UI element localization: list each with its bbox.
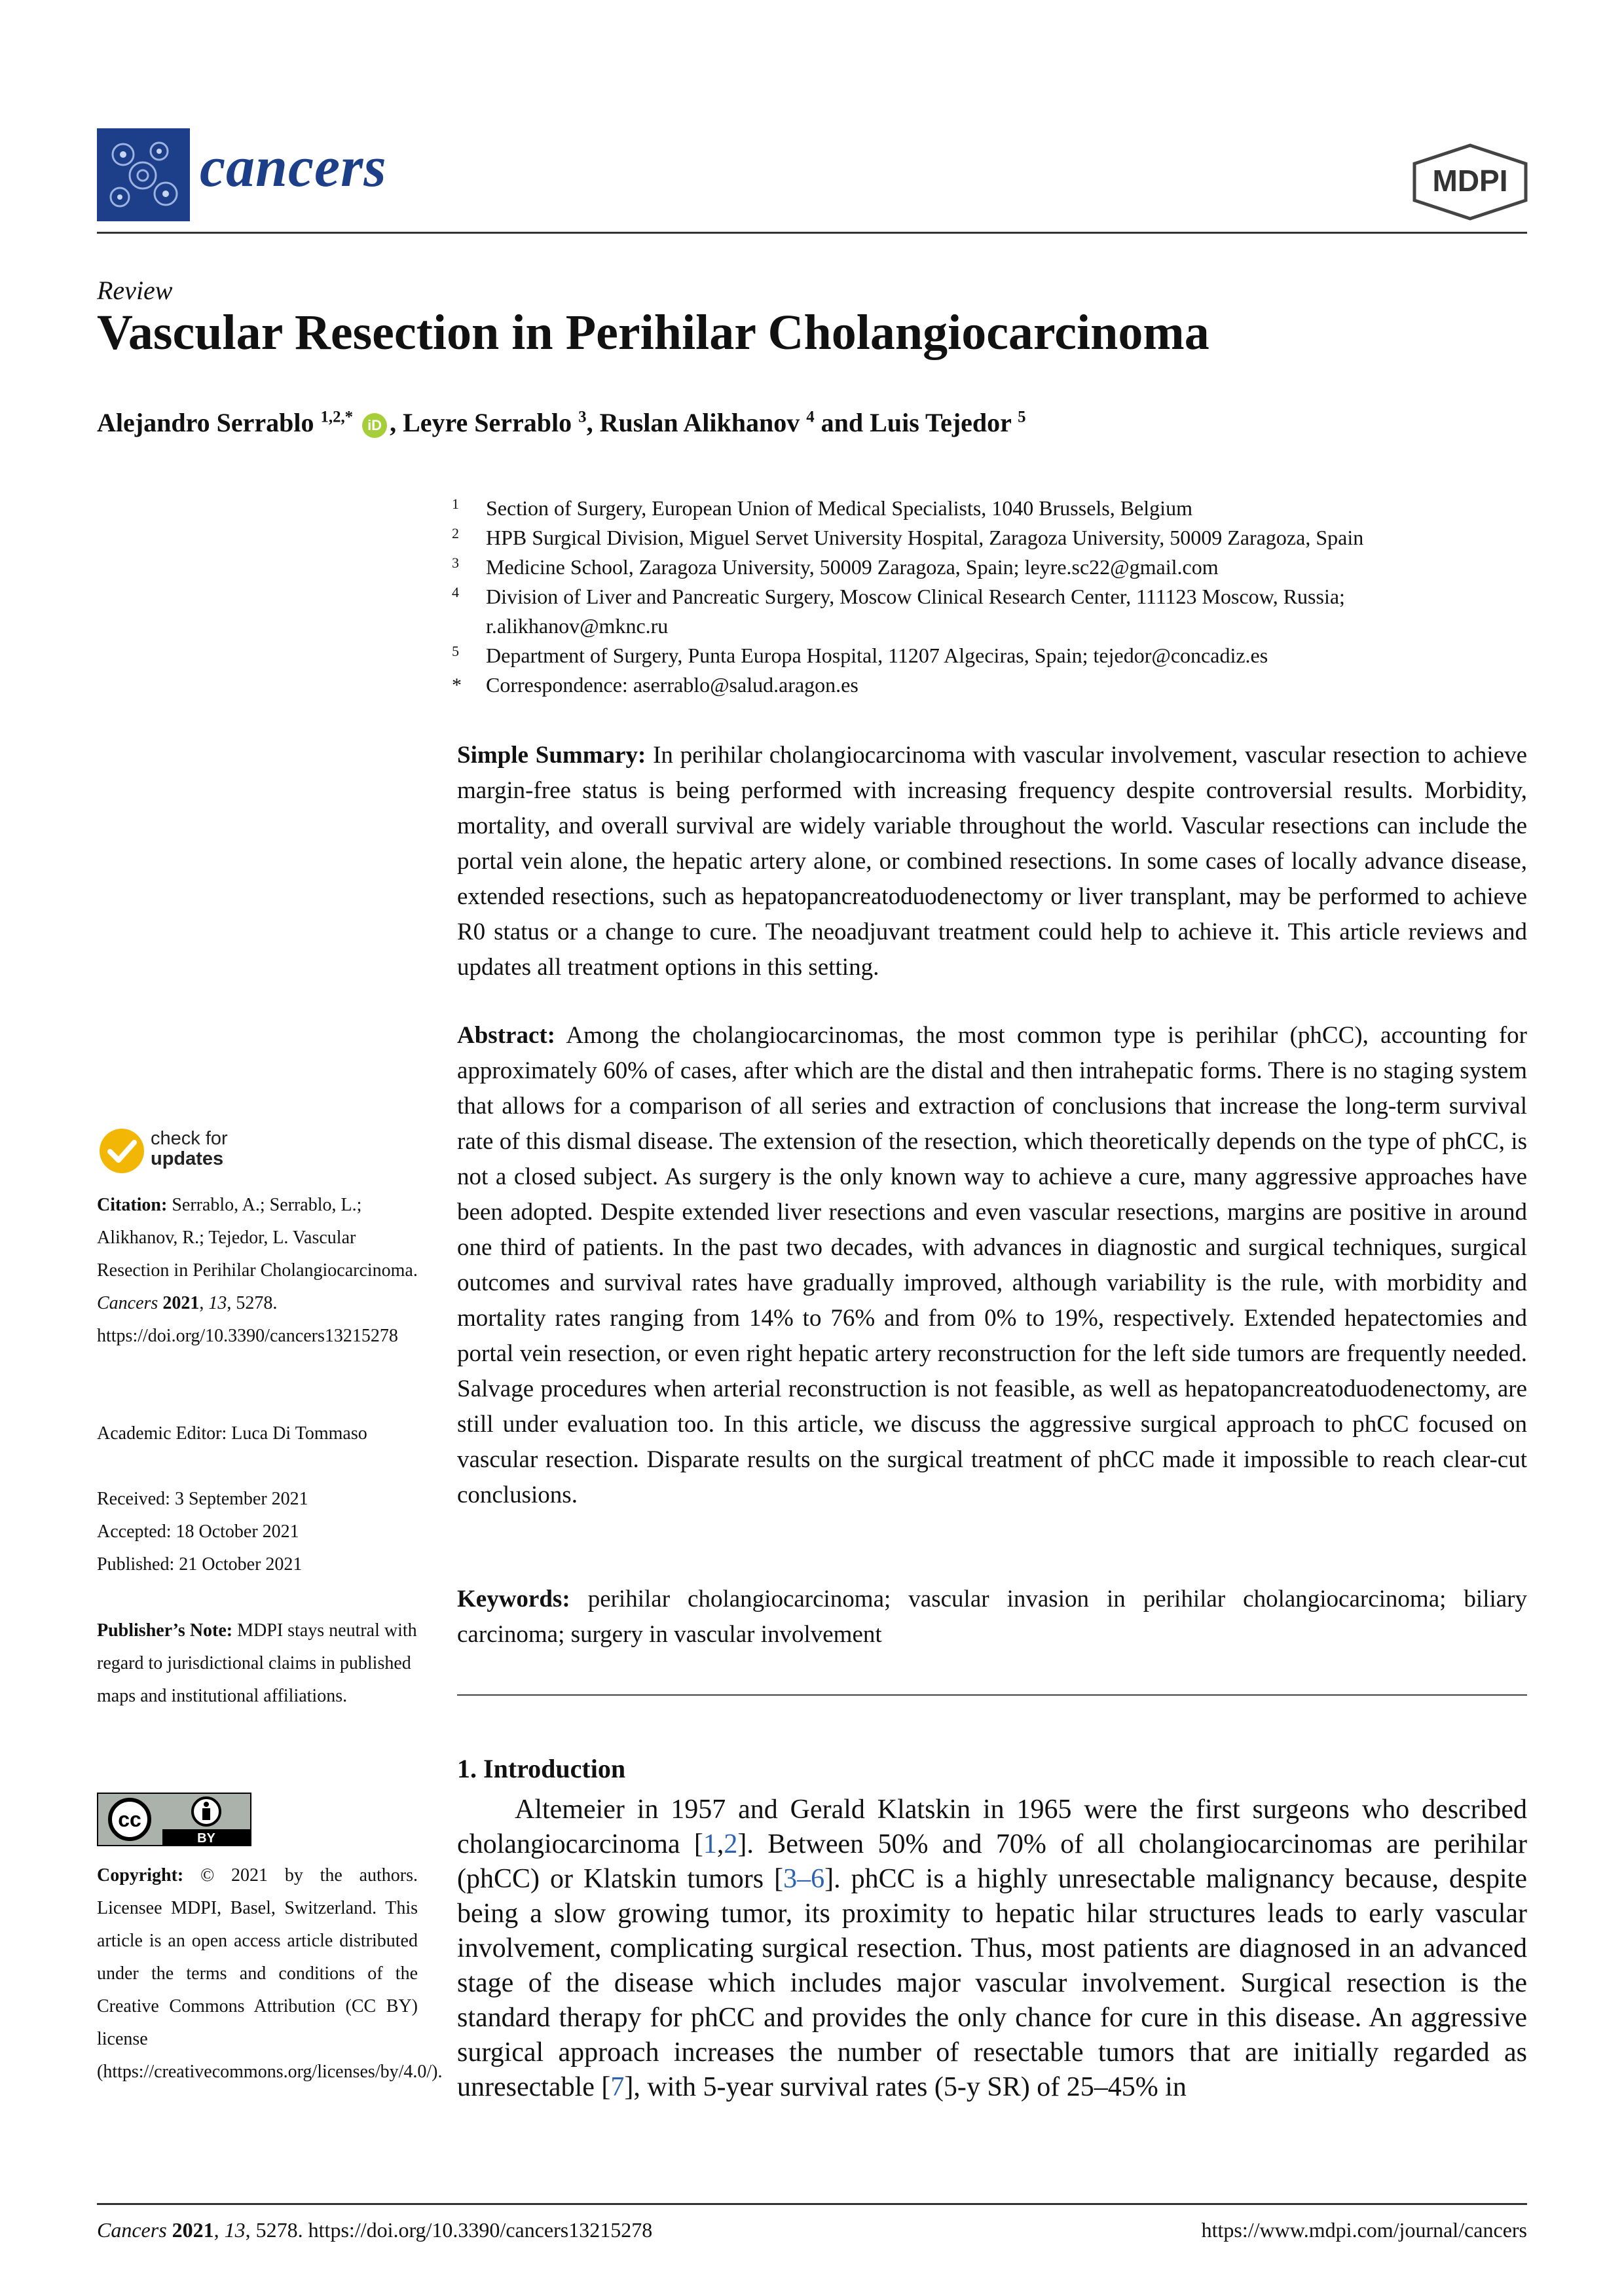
affiliation-item: 4 Division of Liver and Pancreatic Surgery, Moscow Clinical Research Center, 111123 Moscow, Russia; r.alikhanov@mknc.ru (452, 584, 1345, 638)
accepted-date: Accepted: 18 October 2021 (97, 1522, 299, 1542)
abstract-label: Abstract: (457, 1022, 556, 1049)
orcid-icon[interactable]: iD (362, 413, 387, 438)
affiliation-item: 2 HPB Surgical Division, Miguel Servet University Hospital, Zaragoza University, 50009 Zaragoza, Spain (452, 525, 1364, 549)
by-label: BY (197, 1831, 215, 1846)
journal-url-link[interactable]: https://www.mdpi.com/journal/cancers (1201, 2218, 1527, 2242)
citation-link[interactable]: 7 (610, 2072, 625, 2102)
citation-link[interactable]: 3–6 (783, 1864, 825, 1894)
section-heading: 1. Introduction (457, 1754, 626, 1783)
author-name: Alejandro Serrablo (97, 408, 314, 437)
keywords (457, 1582, 1527, 1652)
check-for-updates-icon (97, 1126, 147, 1176)
publication-dates (97, 1483, 418, 1581)
abstract-text: Among the cholangiocarcinomas, the most common type is perihilar (phCC), accounting for approximately 60% of cases, after which are the distal and then intrahepatic forms. There is no staging system that allows for a comparison of all series and extraction of conclusions that increase the long-term survival rate of this dismal disease. The extension of the resection, which theoretically depends on the type of phCC, is not a closed subject. As surgery is the only known way to achieve a cure, many aggressive approaches have been adopted. Despite extended liver resections and even vascular resections, margins are positive in around one third of patients. In the past two decades, with advances in diagnostic and surgical techniques, surgical outcomes and survival rates have gradually improved, although variability is the rule, with morbidity and mortality rates ranging from 14% to 76% and from 0% to 19%, respectively. Extended hepatectomies and portal vein resection, or even right hepatic artery reconstruction for the left side tumors are frequently needed. Salvage procedures when arterial reconstruction is not feasible, as well as hepatopancreatoduodenectomy, are still under evaluation too. In this article, we discuss the aggressive surgical approach to phCC focused on vascular resection. Disparate results on the surgical treatment of phCC made it impossible to reach clear-cut conclusions. (457, 1022, 1527, 1508)
citation-block: Citation: Serrablo, A.; Serrablo, L.; Alikhanov, R.; Tejedor, L. Vascular Resection in Perihilar Cholangiocarcinoma. Cancers 2021, 13, 5278. https://doi.org/10.3390/cancers13215278 (97, 1195, 418, 1346)
cc-by-license-icon[interactable] (97, 1793, 251, 1846)
header-rule (97, 232, 1527, 234)
abstract (457, 1018, 1527, 1513)
affiliation-item: 1 Section of Surgery, European Union of Medical Specialists, 1040 Brussels, Belgium (452, 496, 1192, 520)
author-affiliation-marker: 4 (806, 408, 815, 426)
author-affiliation-marker: 3 (578, 408, 587, 426)
keywords-text: perihilar cholangiocarcinoma; vascular invasion in perihilar cholangiocarcinoma; biliary carcinoma; surgery in vascular involvement (457, 1586, 1527, 1648)
article-title: Vascular Resection in Perihilar Cholangiocarcinoma (97, 305, 1209, 360)
affiliation-item: 3 Medicine School, Zaragoza University, 50009 Zaragoza, Spain; leyre.sc22@gmail.com (452, 555, 1219, 579)
author-affiliation-marker: 5 (1018, 408, 1026, 426)
footer-citation: Cancers 2021, 13, 5278. https://doi.org/10.3390/cancers13215278 (97, 2218, 653, 2242)
journal-logo-icon (97, 128, 190, 221)
section-divider (457, 1694, 1527, 1696)
author-list: Alejandro Serrablo $^{1,2,*}$ iD , Leyre Serrablo $^3$, Ruslan Alikhanov $^4$ and Luis Tejedor $^5$ (97, 408, 1026, 437)
affiliations (452, 494, 1532, 700)
article-type: Review (97, 276, 173, 305)
simple-summary (457, 738, 1527, 985)
author-name: Ruslan Alikhanov (599, 408, 800, 437)
copyright-notice: Copyright: © 2021 by the authors. Licensee MDPI, Basel, Switzerland. This article is an open access article distributed under the terms and conditions of the Creative Commons Attribution (CC BY) license (https://creativecommons.org/licenses/by/4.0/). (97, 1865, 443, 2082)
author-name: Leyre Serrablo (403, 408, 572, 437)
cc-label: cc (118, 1808, 141, 1831)
footer-rule (97, 2203, 1527, 2205)
journal-name: cancers (200, 136, 387, 199)
keywords-label: Keywords: (457, 1586, 570, 1613)
citation-link[interactable]: 2 (724, 1829, 738, 1859)
citation-link[interactable]: 1 (703, 1829, 717, 1859)
simple-summary-text: In perihilar cholangiocarcinoma with vascular involvement, vascular resection to achieve margin-free status is being performed with increasing frequency despite controversial results. Morbidity, mortality, and overall survival are widely variable throughout the world. Vascular resections can include the portal vein alone, the hepatic artery alone, or combined resections. In some cases of locally advance disease, extended resections, such as hepatopancreatoduodenectomy or liver transplant, may be performed to achieve R0 status or a change to cure. The neoadjuvant treatment could help to achieve it. This article reviews and updates all treatment options in this setting. (457, 742, 1528, 981)
mdpi-logo-icon (1408, 143, 1532, 221)
correspondence: * Correspondence: aserrablo@salud.aragon.es (452, 673, 858, 697)
publisher-note: Publisher’s Note: MDPI stays neutral with regard to jurisdictional claims in published maps and institutional affiliations. (97, 1620, 417, 1706)
published-date: Published: 21 October 2021 (97, 1554, 303, 1575)
check-for-updates-button[interactable]: check for updates (97, 1126, 280, 1178)
author-affiliation-marker: 1,2,* (320, 408, 354, 426)
publisher-logo-text: MDPI (1432, 164, 1508, 198)
simple-summary-label: Simple Summary: (457, 742, 646, 769)
academic-editor: Academic Editor: Luca Di Tommaso (97, 1423, 367, 1444)
author-name: Luis Tejedor (870, 408, 1012, 437)
received-date: Received: 3 September 2021 (97, 1489, 308, 1509)
affiliation-item: 5 Department of Surgery, Punta Europa Hospital, 11207 Algeciras, Spain; tejedor@concadiz.es (452, 643, 1268, 667)
introduction-paragraph: Altemeier in 1957 and Gerald Klatskin in 1965 were the first surgeons who described cholangiocarcinoma [1,2]. Between 50% and 70% of all cholangiocarcinomas are perihilar (phCC) or Klatskin tumors [3–6]. phCC is a highly unresectable malignancy because, despite being a slow growing tumor, its proximity to hepatic hilar structures leads to early vascular involvement, complicating surgical resection. Thus, most patients are diagnosed in an advanced stage of the disease which includes major vascular involvement. Surgical resection is the standard therapy for phCC and provides the only chance for cure in this disease. An aggressive surgical approach increases the number of resectable tumors that are initially regarded as unresectable [7], with 5-year survival rates (5-y SR) of 25–45% in (457, 1795, 1527, 2102)
